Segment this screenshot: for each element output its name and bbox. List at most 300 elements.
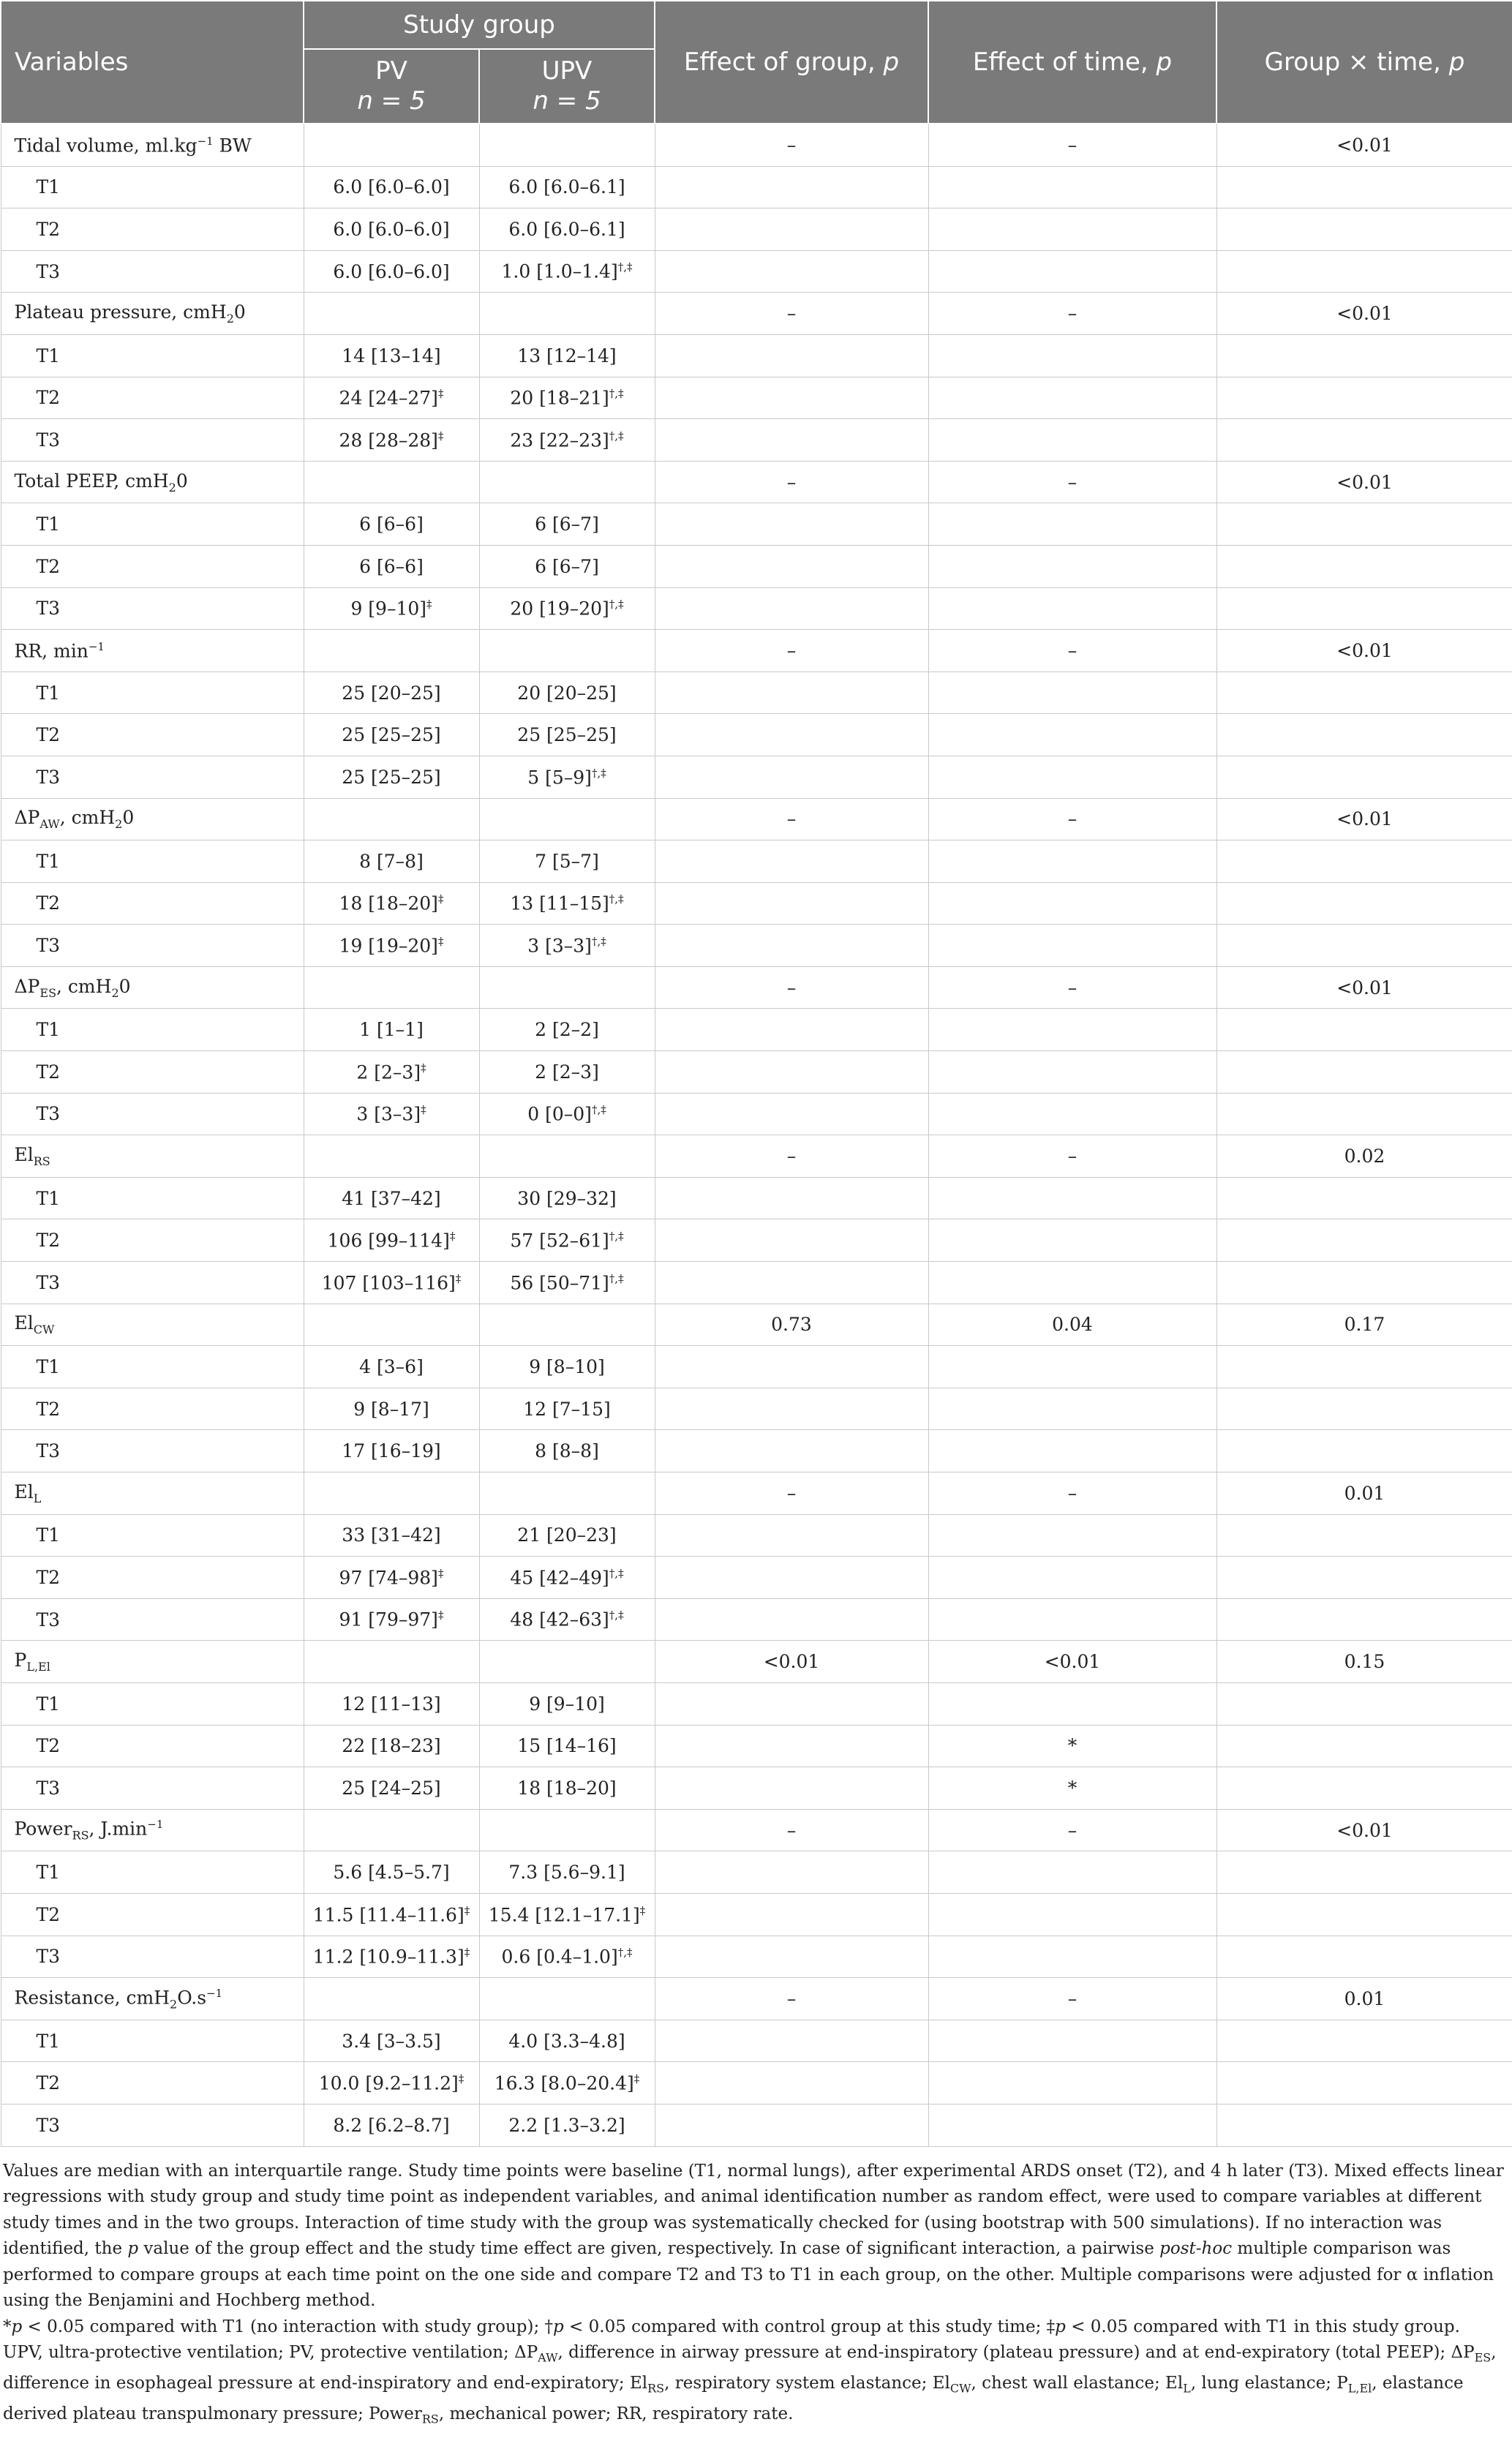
cell-effect-time bbox=[928, 1598, 1216, 1641]
row-label: T3 bbox=[1, 1262, 304, 1304]
cell-upv-value: 16.3 [8.0–20.4] bbox=[494, 2072, 634, 2094]
cell-effect-group bbox=[655, 882, 928, 925]
cell-effect-time bbox=[928, 2062, 1216, 2104]
cell-upv bbox=[479, 250, 655, 293]
cell-group-time bbox=[1216, 1557, 1512, 1599]
cell-pv bbox=[304, 208, 479, 251]
cell-effect-group-value: – bbox=[786, 303, 797, 325]
cell-effect-group bbox=[655, 545, 928, 587]
cell-upv bbox=[479, 1851, 655, 1894]
table-row-timepoint bbox=[1, 1093, 1512, 1135]
cell-effect-time bbox=[928, 1809, 1216, 1851]
cell-effect-time bbox=[928, 1262, 1216, 1304]
cell-pv-value: 107 [103–116] bbox=[321, 1271, 456, 1293]
cell-effect-time-value: – bbox=[1067, 1482, 1077, 1504]
cell-effect-group bbox=[655, 1682, 928, 1725]
cell-group-time bbox=[1216, 1009, 1512, 1051]
cell-effect-time bbox=[928, 1430, 1216, 1472]
cell-group-time bbox=[1216, 503, 1512, 546]
cell-upv-value: 13 [11–15] bbox=[510, 892, 609, 914]
cell-effect-time-value: – bbox=[1067, 1819, 1077, 1841]
cell-pv bbox=[304, 1472, 479, 1515]
cell-effect-group bbox=[655, 756, 928, 798]
header-group-time bbox=[1216, 1, 1512, 124]
cell-effect-group-value: – bbox=[786, 471, 797, 493]
cell-effect-time bbox=[928, 1725, 1216, 1767]
cell-pv-value: 18 [18–20] bbox=[339, 892, 438, 914]
cell-effect-group bbox=[655, 1346, 928, 1388]
cell-upv bbox=[479, 1009, 655, 1051]
cell-effect-time-value: – bbox=[1067, 303, 1077, 325]
cell-group-time-value: <0.01 bbox=[1336, 471, 1393, 493]
cell-upv-value: 3 [3–3] bbox=[527, 935, 592, 957]
table-header bbox=[1, 1, 1512, 124]
cell-group-time bbox=[1216, 840, 1512, 883]
row-label: T1 bbox=[1, 1682, 304, 1725]
row-label: $El_{CW}$ bbox=[1, 1304, 304, 1346]
cell-effect-group bbox=[655, 2062, 928, 2104]
cell-group-time bbox=[1216, 1304, 1512, 1346]
significance-mark: ‡ bbox=[437, 934, 444, 948]
cell-effect-group bbox=[655, 630, 928, 672]
row-label: $El_{RS}$ bbox=[1, 1135, 304, 1178]
cell-upv bbox=[479, 461, 655, 503]
row-label: T1 bbox=[1, 334, 304, 377]
cell-effect-time bbox=[928, 1514, 1216, 1557]
cell-effect-group bbox=[655, 2104, 928, 2146]
cell-upv bbox=[479, 587, 655, 630]
table-row-timepoint bbox=[1, 1725, 1512, 1767]
cell-pv-value: 10.0 [9.2–11.2] bbox=[318, 2072, 459, 2094]
cell-group-time-value: <0.01 bbox=[1336, 977, 1393, 998]
cell-effect-time bbox=[928, 1051, 1216, 1094]
row-label: T2 bbox=[1, 1219, 304, 1262]
cell-effect-time bbox=[928, 545, 1216, 587]
cell-upv-value: 6.0 [6.0–6.1] bbox=[508, 176, 625, 198]
cell-pv bbox=[304, 630, 479, 672]
row-label: T3 bbox=[1, 587, 304, 630]
row-label: T1 bbox=[1, 2020, 304, 2062]
cell-pv-value: 14 [13–14] bbox=[342, 345, 441, 366]
significance-mark: ‡ bbox=[421, 1061, 426, 1075]
cell-group-time bbox=[1216, 1893, 1512, 1936]
cell-group-time-value: <0.01 bbox=[1336, 303, 1393, 325]
table-row-timepoint bbox=[1, 250, 1512, 293]
cell-effect-group bbox=[655, 1641, 928, 1683]
cell-pv-value: 2 [2–3] bbox=[356, 1061, 421, 1083]
cell-group-time-value: <0.01 bbox=[1336, 1819, 1393, 1841]
table-row-variable bbox=[1, 124, 1512, 166]
cell-effect-group bbox=[655, 1598, 928, 1641]
row-label: T1 bbox=[1, 166, 304, 208]
cell-effect-group bbox=[655, 1809, 928, 1851]
cell-upv-value: 23 [22–23] bbox=[510, 429, 609, 451]
cell-upv bbox=[479, 1725, 655, 1767]
significance-mark: ‡ bbox=[464, 1903, 470, 1917]
cell-pv-value: 11.2 [10.9–11.3] bbox=[312, 1946, 464, 1968]
cell-upv bbox=[479, 672, 655, 714]
cell-upv-value: 30 [29–32] bbox=[517, 1187, 617, 1209]
cell-group-time-value: <0.01 bbox=[1336, 639, 1393, 661]
significance-mark: †,‡ bbox=[609, 1609, 624, 1622]
cell-effect-group bbox=[655, 461, 928, 503]
table-row-variable bbox=[1, 798, 1512, 840]
cell-upv-value: 20 [20–25] bbox=[517, 682, 617, 704]
cell-upv bbox=[479, 1093, 655, 1135]
cell-pv-value: 9 [8–17] bbox=[353, 1398, 429, 1420]
cell-effect-time-value: – bbox=[1067, 471, 1077, 493]
significance-mark: ‡ bbox=[455, 1271, 462, 1285]
cell-group-time bbox=[1216, 1093, 1512, 1135]
cell-pv-value: 97 [74–98] bbox=[339, 1567, 438, 1589]
cell-effect-group bbox=[655, 1725, 928, 1767]
cell-upv bbox=[479, 1767, 655, 1810]
cell-group-time-value: <0.01 bbox=[1336, 134, 1393, 156]
cell-group-time-value: 0.15 bbox=[1344, 1651, 1385, 1673]
cell-upv bbox=[479, 1598, 655, 1641]
cell-upv-value: 20 [19–20] bbox=[510, 598, 609, 620]
cell-pv bbox=[304, 545, 479, 587]
significance-mark: ‡ bbox=[437, 387, 444, 401]
table-body bbox=[1, 124, 1512, 2146]
cell-pv bbox=[304, 798, 479, 840]
cell-effect-group bbox=[655, 250, 928, 293]
cell-group-time bbox=[1216, 714, 1512, 756]
cell-effect-time bbox=[928, 1135, 1216, 1178]
cell-upv bbox=[479, 2062, 655, 2104]
table-row-timepoint bbox=[1, 545, 1512, 587]
row-label: T3 bbox=[1, 1093, 304, 1135]
cell-upv-value: 2.2 [1.3–3.2] bbox=[508, 2114, 625, 2136]
row-label: T3 bbox=[1, 1936, 304, 1978]
cell-group-time bbox=[1216, 1388, 1512, 1430]
cell-effect-time bbox=[928, 1009, 1216, 1051]
cell-effect-time bbox=[928, 756, 1216, 798]
cell-group-time bbox=[1216, 1809, 1512, 1851]
cell-group-time bbox=[1216, 293, 1512, 335]
table-row-variable bbox=[1, 966, 1512, 1009]
footnote-methods: Values are median with an interquartile range. Study time points were baseline (T1, normal lungs), after experimental ARDS onset (T2), and 4 h later (T3). Mixed effects linear regressions with study group and study time point as independent variables, and animal identification number as random effect, were used to compare variables at different study times and in the two groups. Interaction of time study with the group was systematically checked for (using bootstrap with 500 simulations). If no interaction was identified, the p value of the group effect and the study time effect are given, respectively. In case of significant interaction, a pairwise post-hoc multiple comparison was performed to compare groups at each time point on the one side and compare T2 and T3 to T1 in each group, on the other. Multiple comparisons were adjusted for α inflation using the Benjamini and Hochberg method. bbox=[3, 2161, 1504, 2310]
cell-effect-time bbox=[928, 1472, 1216, 1515]
cell-effect-time-value: * bbox=[1067, 1777, 1077, 1799]
cell-effect-time-value: – bbox=[1067, 808, 1077, 830]
header-upv bbox=[479, 49, 655, 124]
cell-effect-time bbox=[928, 1219, 1216, 1262]
cell-upv bbox=[479, 2104, 655, 2146]
cell-upv-value: 13 [12–14] bbox=[517, 345, 617, 366]
significance-mark: ‡ bbox=[437, 892, 444, 906]
table-row-variable bbox=[1, 630, 1512, 672]
cell-effect-group bbox=[655, 293, 928, 335]
cell-effect-time bbox=[928, 293, 1216, 335]
cell-pv bbox=[304, 1682, 479, 1725]
cell-upv-value: 9 [9–10] bbox=[529, 1693, 605, 1715]
cell-pv bbox=[304, 1135, 479, 1178]
cell-effect-group-value: – bbox=[786, 808, 797, 830]
cell-pv-value: 5.6 [4.5–5.7] bbox=[333, 1862, 450, 1884]
cell-effect-group bbox=[655, 1767, 928, 1810]
row-label: T1 bbox=[1, 672, 304, 714]
cell-upv-value: 0.6 [0.4–1.0] bbox=[501, 1946, 618, 1968]
row-label: T3 bbox=[1, 1430, 304, 1472]
cell-pv bbox=[304, 1809, 479, 1851]
cell-pv-value: 6 [6–6] bbox=[359, 555, 424, 577]
cell-upv bbox=[479, 840, 655, 883]
cell-pv bbox=[304, 1978, 479, 2020]
cell-upv bbox=[479, 2020, 655, 2062]
cell-effect-time bbox=[928, 672, 1216, 714]
footnote-abbreviations: UPV, ultra-protective ventilation; PV, protective ventilation; $\Delta P_{AW}$, difference in airway pressure at end-inspiratory (plateau pressure) and at end-expiratory (total PEEP); $\Delta P_{ES}$, difference in esophageal pressure at end-inspiratory and end-expiratory; $El_{RS}$, respiratory system elastance; $El_{CW}$, chest wall elastance; $El_L$, lung elastance; $P_{L,El}$, elastance derived plateau transpulmonary pressure; Power$_{RS}$, mechanical power; RR, respiratory rate. bbox=[3, 2343, 1497, 2426]
cell-group-time bbox=[1216, 1767, 1512, 1810]
cell-pv-value: 25 [25–25] bbox=[342, 766, 441, 788]
cell-effect-time bbox=[928, 1682, 1216, 1725]
cell-effect-group-value: – bbox=[786, 639, 797, 661]
table-row-timepoint bbox=[1, 672, 1512, 714]
table-row-variable bbox=[1, 1135, 1512, 1178]
cell-effect-group bbox=[655, 587, 928, 630]
row-label: T1 bbox=[1, 1851, 304, 1894]
cell-group-time bbox=[1216, 208, 1512, 251]
cell-group-time bbox=[1216, 798, 1512, 840]
cell-effect-time bbox=[928, 208, 1216, 251]
header-upv-n: n = 5 bbox=[533, 86, 601, 116]
header-study-group: Study group bbox=[304, 1, 655, 49]
table-row-timepoint bbox=[1, 166, 1512, 208]
header-variables: Variables bbox=[1, 1, 304, 124]
cell-effect-group bbox=[655, 1135, 928, 1178]
cell-pv-value: 6.0 [6.0–6.0] bbox=[333, 218, 450, 240]
cell-effect-group-value: – bbox=[786, 1146, 797, 1167]
cell-group-time bbox=[1216, 925, 1512, 967]
cell-group-time bbox=[1216, 250, 1512, 293]
cell-pv bbox=[304, 1219, 479, 1262]
cell-group-time bbox=[1216, 1219, 1512, 1262]
significance-mark: ‡ bbox=[464, 1946, 470, 1960]
table-row-variable bbox=[1, 461, 1512, 503]
cell-group-time bbox=[1216, 1177, 1512, 1219]
row-label: T2 bbox=[1, 1557, 304, 1599]
cell-upv bbox=[479, 124, 655, 166]
row-label: T3 bbox=[1, 1767, 304, 1810]
cell-pv bbox=[304, 925, 479, 967]
cell-upv bbox=[479, 334, 655, 377]
cell-group-time-value: <0.01 bbox=[1336, 808, 1393, 830]
cell-pv bbox=[304, 250, 479, 293]
cell-group-time bbox=[1216, 1936, 1512, 1978]
cell-upv bbox=[479, 1051, 655, 1094]
cell-group-time bbox=[1216, 545, 1512, 587]
table-row-timepoint bbox=[1, 840, 1512, 883]
cell-effect-time bbox=[928, 1093, 1216, 1135]
cell-effect-group bbox=[655, 925, 928, 967]
cell-effect-group bbox=[655, 1936, 928, 1978]
cell-effect-time bbox=[928, 840, 1216, 883]
row-label: Tidal volume, $ml.kg^{-1}$ BW bbox=[1, 124, 304, 166]
cell-effect-group-value: 0.73 bbox=[771, 1314, 812, 1336]
row-label: $\Delta P_{ES}$, cmH$_2$0 bbox=[1, 966, 304, 1009]
cell-effect-time bbox=[928, 925, 1216, 967]
cell-effect-group bbox=[655, 503, 928, 546]
cell-pv bbox=[304, 1304, 479, 1346]
cell-upv-value: 9 [8–10] bbox=[529, 1356, 605, 1378]
cell-upv-value: 6 [6–7] bbox=[535, 555, 599, 577]
cell-pv bbox=[304, 1893, 479, 1936]
cell-pv bbox=[304, 840, 479, 883]
cell-pv-value: 25 [24–25] bbox=[342, 1777, 441, 1799]
cell-group-time bbox=[1216, 1514, 1512, 1557]
cell-upv-value: 15 [14–16] bbox=[517, 1735, 617, 1757]
table-footnotes bbox=[0, 2147, 1512, 2433]
cell-pv-value: 8.2 [6.2–8.7] bbox=[333, 2114, 450, 2136]
cell-upv bbox=[479, 1893, 655, 1936]
cell-pv bbox=[304, 419, 479, 462]
table-row-timepoint bbox=[1, 1893, 1512, 1936]
row-label: T3 bbox=[1, 250, 304, 293]
cell-effect-group bbox=[655, 2020, 928, 2062]
cell-effect-time-value: – bbox=[1067, 639, 1077, 661]
cell-upv bbox=[479, 1641, 655, 1683]
cell-upv-value: 25 [25–25] bbox=[517, 724, 617, 746]
cell-upv bbox=[479, 1388, 655, 1430]
table-row-timepoint bbox=[1, 334, 1512, 377]
cell-effect-time bbox=[928, 124, 1216, 166]
cell-group-time-value: 0.02 bbox=[1344, 1146, 1385, 1167]
row-label: T3 bbox=[1, 419, 304, 462]
header-group-time-text: Group × time, p bbox=[1264, 48, 1465, 77]
cell-effect-group bbox=[655, 1177, 928, 1219]
cell-group-time bbox=[1216, 1851, 1512, 1894]
row-label: T2 bbox=[1, 714, 304, 756]
cell-effect-group bbox=[655, 1851, 928, 1894]
cell-group-time bbox=[1216, 419, 1512, 462]
cell-upv bbox=[479, 1682, 655, 1725]
cell-pv-value: 22 [18–23] bbox=[342, 1735, 441, 1757]
cell-upv-value: 7 [5–7] bbox=[535, 850, 599, 872]
cell-upv-value: 4.0 [3.3–4.8] bbox=[508, 2030, 625, 2052]
cell-effect-group bbox=[655, 840, 928, 883]
cell-pv bbox=[304, 756, 479, 798]
table-row-variable bbox=[1, 1304, 1512, 1346]
cell-group-time bbox=[1216, 1430, 1512, 1472]
table-row-timepoint bbox=[1, 714, 1512, 756]
table-row-variable bbox=[1, 1978, 1512, 2020]
cell-group-time bbox=[1216, 1135, 1512, 1178]
row-label: $\Delta P_{AW}$, cmH$_2$0 bbox=[1, 798, 304, 840]
cell-upv bbox=[479, 1430, 655, 1472]
cell-pv-value: 3 [3–3] bbox=[356, 1103, 421, 1125]
table-row-timepoint bbox=[1, 2020, 1512, 2062]
cell-pv bbox=[304, 1051, 479, 1094]
significance-mark: ‡ bbox=[633, 2072, 640, 2085]
row-label: Total PEEP, cmH$_2$0 bbox=[1, 461, 304, 503]
cell-pv bbox=[304, 2020, 479, 2062]
cell-pv-value: 6.0 [6.0–6.0] bbox=[333, 260, 450, 282]
cell-upv-value: 6.0 [6.0–6.1] bbox=[508, 218, 625, 240]
cell-effect-time bbox=[928, 1851, 1216, 1894]
cell-group-time bbox=[1216, 1641, 1512, 1683]
cell-pv bbox=[304, 1767, 479, 1810]
cell-effect-group bbox=[655, 714, 928, 756]
cell-upv bbox=[479, 630, 655, 672]
row-label: Resistance, $cmH_2O.s^{-1}$ bbox=[1, 1978, 304, 2020]
significance-mark: ‡ bbox=[449, 1230, 456, 1244]
cell-effect-group bbox=[655, 1472, 928, 1515]
significance-mark: †,‡ bbox=[609, 387, 624, 401]
cell-group-time bbox=[1216, 124, 1512, 166]
cell-group-time bbox=[1216, 756, 1512, 798]
cell-effect-time bbox=[928, 1557, 1216, 1599]
cell-effect-time-value: * bbox=[1067, 1735, 1077, 1757]
cell-pv-value: 12 [11–13] bbox=[342, 1693, 441, 1715]
cell-pv bbox=[304, 1598, 479, 1641]
table-row-timepoint bbox=[1, 587, 1512, 630]
cell-effect-time bbox=[928, 714, 1216, 756]
cell-pv bbox=[304, 293, 479, 335]
cell-upv-value: 56 [50–71] bbox=[510, 1271, 609, 1293]
cell-pv-value: 11.5 [11.4–11.6] bbox=[312, 1903, 464, 1925]
cell-upv-value: 2 [2–3] bbox=[535, 1061, 599, 1083]
cell-upv-value: 20 [18–21] bbox=[510, 387, 609, 409]
table-row-timepoint bbox=[1, 1557, 1512, 1599]
cell-effect-time-value: – bbox=[1067, 1987, 1077, 2009]
cell-upv-value: 48 [42–63] bbox=[510, 1609, 609, 1630]
cell-group-time bbox=[1216, 2062, 1512, 2104]
cell-effect-time bbox=[928, 334, 1216, 377]
cell-pv-value: 6 [6–6] bbox=[359, 514, 424, 535]
cell-effect-group-value: – bbox=[786, 1482, 797, 1504]
cell-effect-time bbox=[928, 250, 1216, 293]
cell-effect-group bbox=[655, 1304, 928, 1346]
table-row-timepoint bbox=[1, 2062, 1512, 2104]
cell-group-time bbox=[1216, 672, 1512, 714]
cell-effect-time-value: – bbox=[1067, 134, 1077, 156]
cell-effect-group-value: – bbox=[786, 1819, 797, 1841]
row-label: T2 bbox=[1, 882, 304, 925]
cell-upv bbox=[479, 798, 655, 840]
cell-pv bbox=[304, 1262, 479, 1304]
cell-upv bbox=[479, 966, 655, 1009]
cell-effect-group bbox=[655, 377, 928, 419]
cell-effect-group bbox=[655, 1051, 928, 1094]
cell-group-time bbox=[1216, 1725, 1512, 1767]
table-row-timepoint bbox=[1, 1851, 1512, 1894]
table-row-timepoint bbox=[1, 882, 1512, 925]
row-label: T3 bbox=[1, 756, 304, 798]
row-label: RR, $\min^{-1}$ bbox=[1, 630, 304, 672]
header-pv-label: PV bbox=[375, 56, 407, 86]
cell-effect-group bbox=[655, 1388, 928, 1430]
row-label: T2 bbox=[1, 1893, 304, 1936]
row-label: Plateau pressure, cmH$_2$0 bbox=[1, 293, 304, 335]
cell-effect-group bbox=[655, 1262, 928, 1304]
cell-pv bbox=[304, 1093, 479, 1135]
row-label: $P_{L,El}$ bbox=[1, 1641, 304, 1683]
table-row-timepoint bbox=[1, 756, 1512, 798]
cell-pv bbox=[304, 2062, 479, 2104]
cell-upv bbox=[479, 166, 655, 208]
header-upv-label: UPV bbox=[541, 56, 593, 86]
significance-mark: ‡ bbox=[458, 2072, 464, 2085]
cell-upv-value: 8 [8–8] bbox=[535, 1440, 599, 1462]
cell-group-time-value: 0.01 bbox=[1344, 1987, 1385, 2009]
cell-effect-time bbox=[928, 1936, 1216, 1978]
cell-effect-time bbox=[928, 798, 1216, 840]
cell-upv-value: 2 [2–2] bbox=[535, 1019, 599, 1041]
cell-upv-value: 5 [5–9] bbox=[527, 766, 592, 788]
row-label: T3 bbox=[1, 925, 304, 967]
footnote-significance: *p < 0.05 compared with T1 (no interaction with study group); †p < 0.05 compared with control group at this study time; ‡p < 0.05 compared with T1 in this study group. bbox=[3, 2317, 1460, 2336]
cell-upv bbox=[479, 293, 655, 335]
